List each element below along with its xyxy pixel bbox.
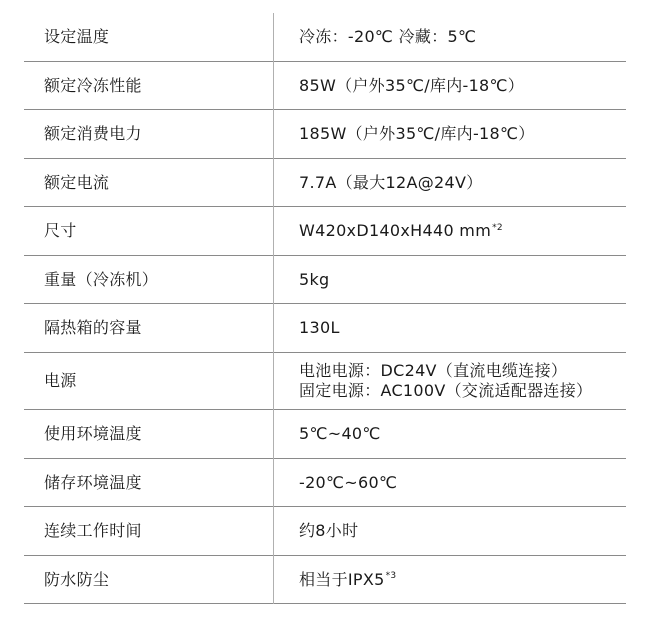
spec-label: 使用环境温度: [44, 424, 142, 443]
spec-value-text: 约8小时: [299, 521, 359, 540]
spec-row-rated-current: [24, 159, 626, 207]
spec-value: [273, 207, 626, 256]
spec-value-text: 185W（户外35℃/库内-18℃）: [299, 124, 535, 143]
spec-value-text: 7.7A（最大12A@24V）: [299, 172, 483, 192]
spec-value: [273, 13, 626, 62]
spec-label: 尺寸: [44, 221, 77, 240]
spec-value: [273, 459, 626, 507]
spec-row-freezing-capacity: [24, 62, 626, 110]
spec-value-text-2: 固定电源：AC100V（交流适配器连接）: [299, 381, 593, 400]
spec-value: [273, 159, 626, 207]
spec-row-waterproof: [24, 556, 626, 604]
spec-row-capacity: [24, 304, 626, 353]
spec-label: 额定消费电力: [44, 124, 142, 143]
spec-row-continuous-operation: [24, 507, 626, 556]
footnote-marker: *2: [492, 222, 503, 233]
spec-value-text: W420xD140xH440 mm: [299, 221, 492, 240]
spec-value-text: 5kg: [299, 269, 330, 289]
spec-value-text: 5℃~40℃: [299, 424, 381, 443]
spec-row-power-consumption: [24, 110, 626, 159]
spec-table: [24, 13, 626, 604]
spec-value: [273, 304, 626, 353]
spec-value-text: 相当于IPX5: [299, 569, 385, 589]
spec-row-power-source: [24, 353, 626, 410]
spec-value-text: 冷冻：-20℃ 冷藏：5℃: [299, 27, 477, 46]
spec-label: 电源: [44, 371, 77, 390]
spec-value-text: 电池电源：DC24V（直流电缆连接）: [299, 361, 568, 380]
spec-label: 额定冷冻性能: [44, 75, 142, 95]
spec-label: 重量（冷冻机）: [44, 269, 159, 289]
spec-value-text: 85W（户外35℃/库内-18℃）: [299, 75, 525, 95]
spec-value: [273, 507, 626, 556]
spec-row-storage-temperature: [24, 459, 626, 507]
spec-value: [273, 110, 626, 159]
spec-row-weight: [24, 256, 626, 304]
spec-value-text: 130L: [299, 318, 340, 337]
spec-label: 储存环境温度: [44, 472, 142, 492]
spec-label: 设定温度: [44, 27, 110, 46]
spec-value: [273, 353, 626, 410]
spec-row-dimensions: [24, 207, 626, 256]
spec-value: [273, 556, 626, 604]
spec-label: 额定电流: [44, 172, 110, 192]
spec-row-operating-temperature: [24, 410, 626, 459]
spec-label: 隔热箱的容量: [44, 318, 142, 337]
footnote-marker: *3: [385, 571, 397, 582]
spec-row-set-temperature: [24, 13, 626, 62]
spec-label: 防水防尘: [44, 569, 110, 589]
spec-value: [273, 410, 626, 459]
spec-value: [273, 256, 626, 304]
spec-value-text: -20℃~60℃: [299, 472, 398, 492]
spec-label: 连续工作时间: [44, 521, 142, 540]
spec-value: [273, 62, 626, 110]
